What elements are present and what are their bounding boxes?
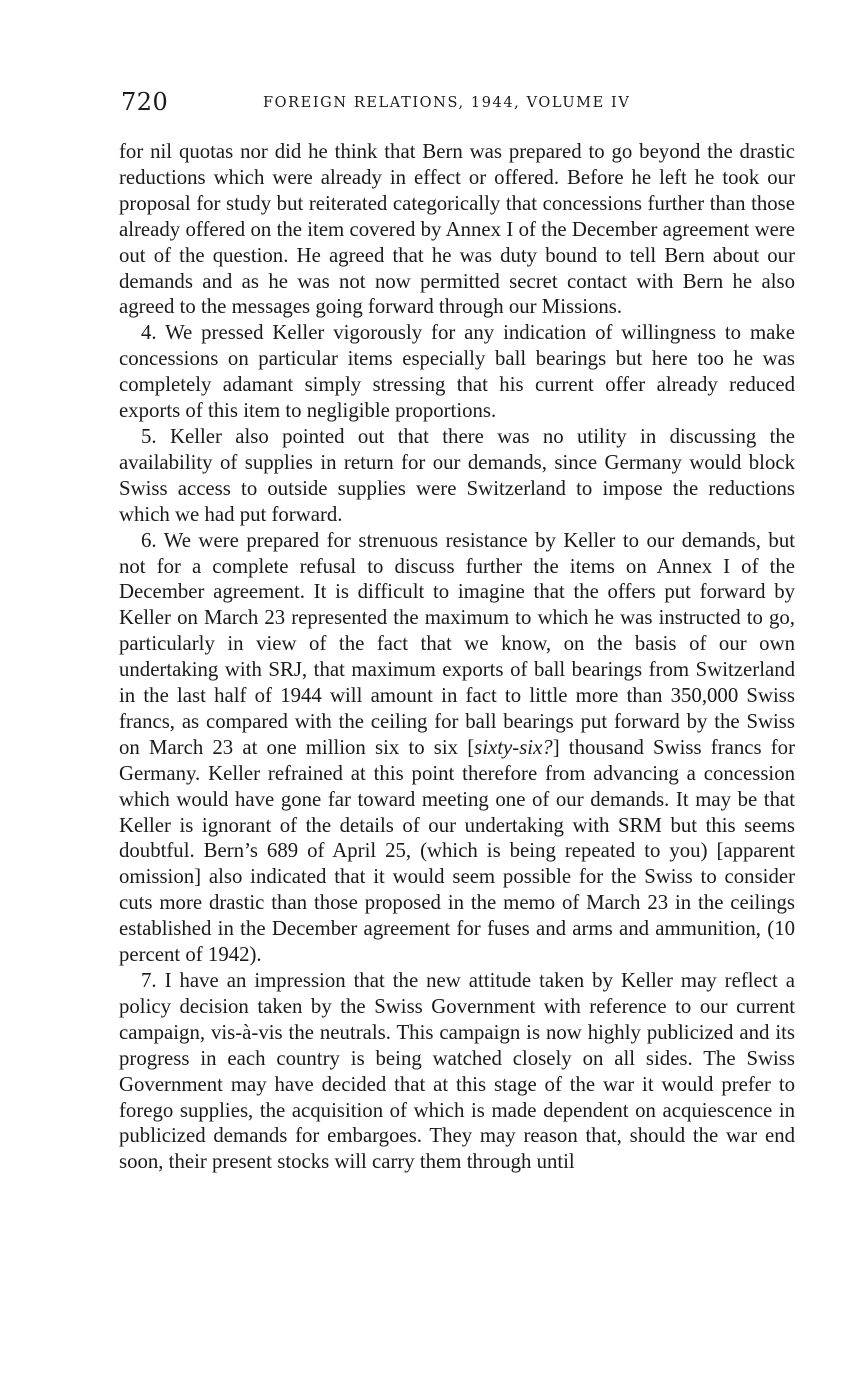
page-header	[121, 88, 796, 122]
paragraph-6-part-1: 6. We were prepared for strenuous resistance by Keller to our demands, but not for a complete refusal to discuss further the items on Annex I of the December agreement. It is difficult to imagine that the offers put forward by Keller on March 23 represented the maximum to which he was instructed to go, particularly in view of the fact that we know, on the basis of our own undertaking with SRJ, that maximum exports of ball bearings from Switzerland in the last half of 1944 will amount in fact to little more than 350,000 Swiss francs, as compared with the ceiling for ball bearings put forward by the Swiss on March 23 at one million six to six [	[119, 528, 795, 759]
paragraph-continuation: for nil quotas nor did he think that Bern was prepared to go beyond the drastic reductions which were already in effect or offered. Before he left he took our proposal for study but reiterated categorically that concessions further than those already offered on the item covered by Annex I of the December agreement were out of the question. He agreed that he was duty bound to tell Bern about our demands and as he was not now permitted secret contact with Bern he also agreed to the messages going forward through our Missions.	[119, 140, 795, 319]
italic-insertion: sixty-six?	[474, 735, 553, 759]
paragraph-7: 7. I have an impression that the new attitude taken by Keller may reflect a policy decision taken by the Swiss Government with reference to our current campaign, vis-à-vis the neutrals. This campaign is now highly publicized and its progress in each country is being watched closely on all sides. The Swiss Government may have decided that at this stage of the war it would prefer to forego supplies, the acquisition of which is made dependent on acquiescence in publicized demands for embargoes. They may reason that, should the war end soon, their present stocks will carry them through until	[119, 969, 795, 1174]
page-number: 720	[121, 88, 169, 116]
paragraph-4: 4. We pressed Keller vigorously for any indication of willingness to make concessions on particular items especially ball bearings but here too he was completely adamant simply stressing that his current offer already reduced exports of this item to negligible proportions.	[119, 321, 795, 423]
body-text	[119, 139, 795, 1175]
paragraph-5: 5. Keller also pointed out that there was no utility in discussing the availability of supplies in return for our demands, since Germany would block Swiss access to outside supplies were Switzerland to impose the reductions which we had put forward.	[119, 424, 795, 526]
paragraph-6-part-2: ] thousand Swiss francs for Germany. Keller refrained at this point therefore from advancing a concession which would have gone far toward meeting one of our demands. It may be that Keller is ignorant of the details of our undertaking with SRM but this seems doubtful. Bern’s 689 of April 25, (which is being repeated to you) [apparent omission] also indicated that it would seem possible for the Swiss to consider cuts more drastic than those proposed in the memo of March 23 in the ceilings established in the December agreement for fuses and arms and ammunition, (10 percent of 1942).	[119, 735, 795, 967]
paragraph-6	[119, 528, 795, 968]
running-head: FOREIGN RELATIONS, 1944, VOLUME IV	[263, 95, 631, 111]
